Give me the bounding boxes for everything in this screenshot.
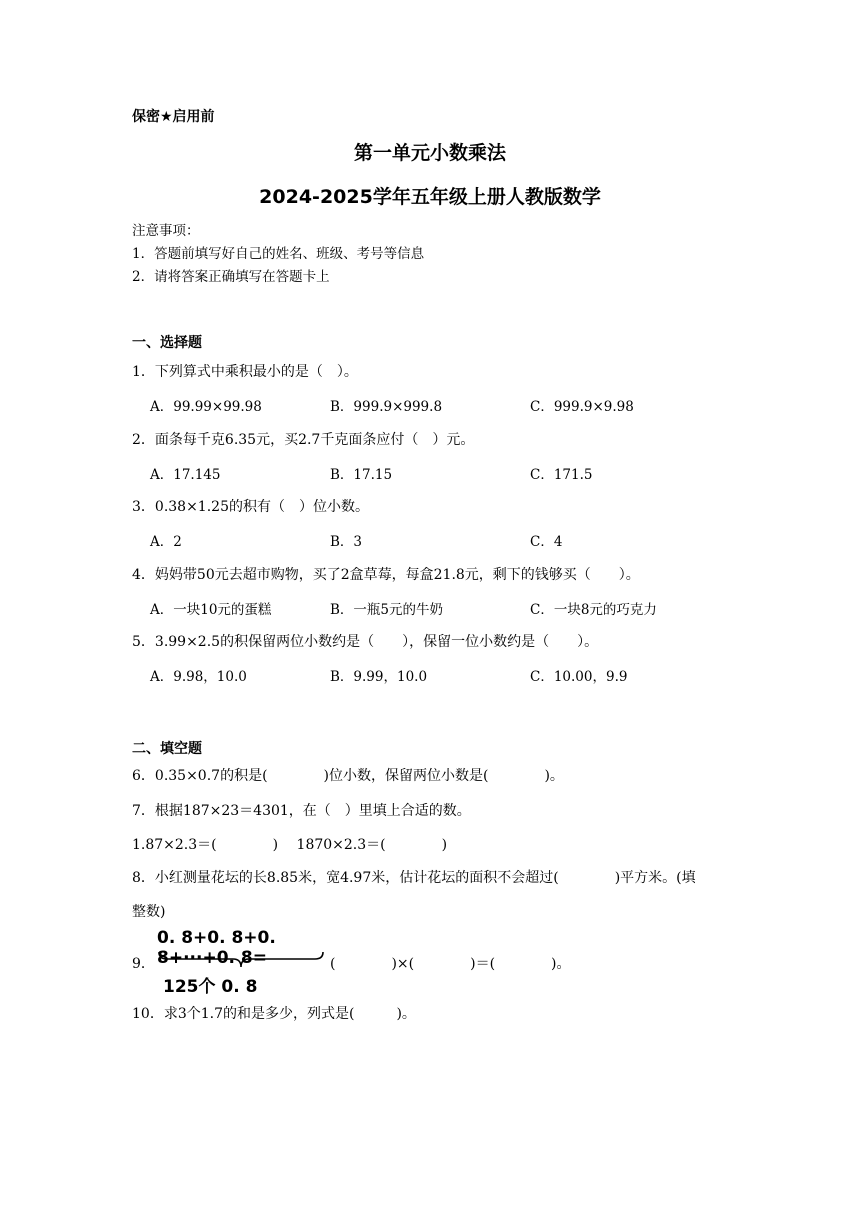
q4-option-b: B．一瓶5元的牛奶 xyxy=(330,602,444,618)
question-2: 2．面条每千克6.35元，买2.7千克面条应付（ ）元。 xyxy=(132,432,475,448)
q5-option-b: B．9.99，10.0 xyxy=(330,669,428,685)
confidential-label: 保密★启用前 xyxy=(132,109,215,125)
note-item-1: 1．答题前填写好自己的姓名、班级、考号等信息 xyxy=(132,246,425,262)
question-9-number: 9． xyxy=(132,956,155,972)
page-title: 第一单元小数乘法 xyxy=(353,142,506,164)
section-title-choice: 一、选择题 xyxy=(132,335,202,351)
sum-count-label: 125个 0. 8 xyxy=(163,977,258,997)
q3-option-b: B．3 xyxy=(330,534,363,550)
question-4: 4．妈妈带50元去超市购物，买了2盒草莓，每盒21.8元，剩下的钱够买（ ）。 xyxy=(132,567,640,583)
q4-option-a: A．一块10元的蛋糕 xyxy=(150,602,272,618)
question-1: 1．下列算式中乘积最小的是（ ）。 xyxy=(132,364,358,380)
question-7: 7．根据187×23＝4301，在（ ）里填上合适的数。 xyxy=(132,803,471,819)
q1-option-b: B．999.9×999.8 xyxy=(330,399,443,415)
q3-option-c: C．4 xyxy=(530,534,563,550)
sum-brace-figure xyxy=(155,928,335,997)
question-6: 6．0.35×0.7的积是( )位小数，保留两位小数是( )。 xyxy=(132,768,564,784)
q1-option-c: C．999.9×9.98 xyxy=(530,399,634,415)
question-9-blanks: ( )×( )＝( )。 xyxy=(330,956,571,972)
underbrace-icon xyxy=(155,950,327,970)
question-8-line1: 8．小红测量花坛的长8.85米，宽4.97米，估计花坛的面积不会超过( )平方米。(填 xyxy=(132,870,696,886)
question-5: 5．3.99×2.5的积保留两位小数约是（ ），保留一位小数约是（ ）。 xyxy=(132,634,599,650)
q5-option-c: C．10.00，9.9 xyxy=(530,669,628,685)
note-item-2: 2．请将答案正确填写在答题卡上 xyxy=(132,269,330,285)
sum-expression: 0. 8+0. 8+0. 8+···+0. 8= xyxy=(157,928,276,968)
q3-option-a: A．2 xyxy=(150,534,182,550)
q1-option-a: A．99.99×99.98 xyxy=(150,399,262,415)
q2-option-a: A．17.145 xyxy=(150,467,221,483)
q2-option-c: C．171.5 xyxy=(530,467,593,483)
section-title-fill: 二、填空题 xyxy=(132,741,202,757)
page-subtitle: 2024-2025学年五年级上册人教版数学 xyxy=(259,186,601,208)
question-3: 3．0.38×1.25的积有（ ）位小数。 xyxy=(132,499,369,515)
q2-option-b: B．17.15 xyxy=(330,467,393,483)
question-8-line2: 整数) xyxy=(132,904,166,920)
q4-option-c: C．一块8元的巧克力 xyxy=(530,602,657,618)
question-10: 10．求3个1.7的和是多少，列式是( )。 xyxy=(132,1006,416,1022)
q5-option-a: A．9.98，10.0 xyxy=(150,669,247,685)
question-7-blanks: 1.87×2.3＝( ) 1870×2.3＝( ) xyxy=(132,837,448,853)
notes-heading: 注意事项： xyxy=(132,223,200,239)
